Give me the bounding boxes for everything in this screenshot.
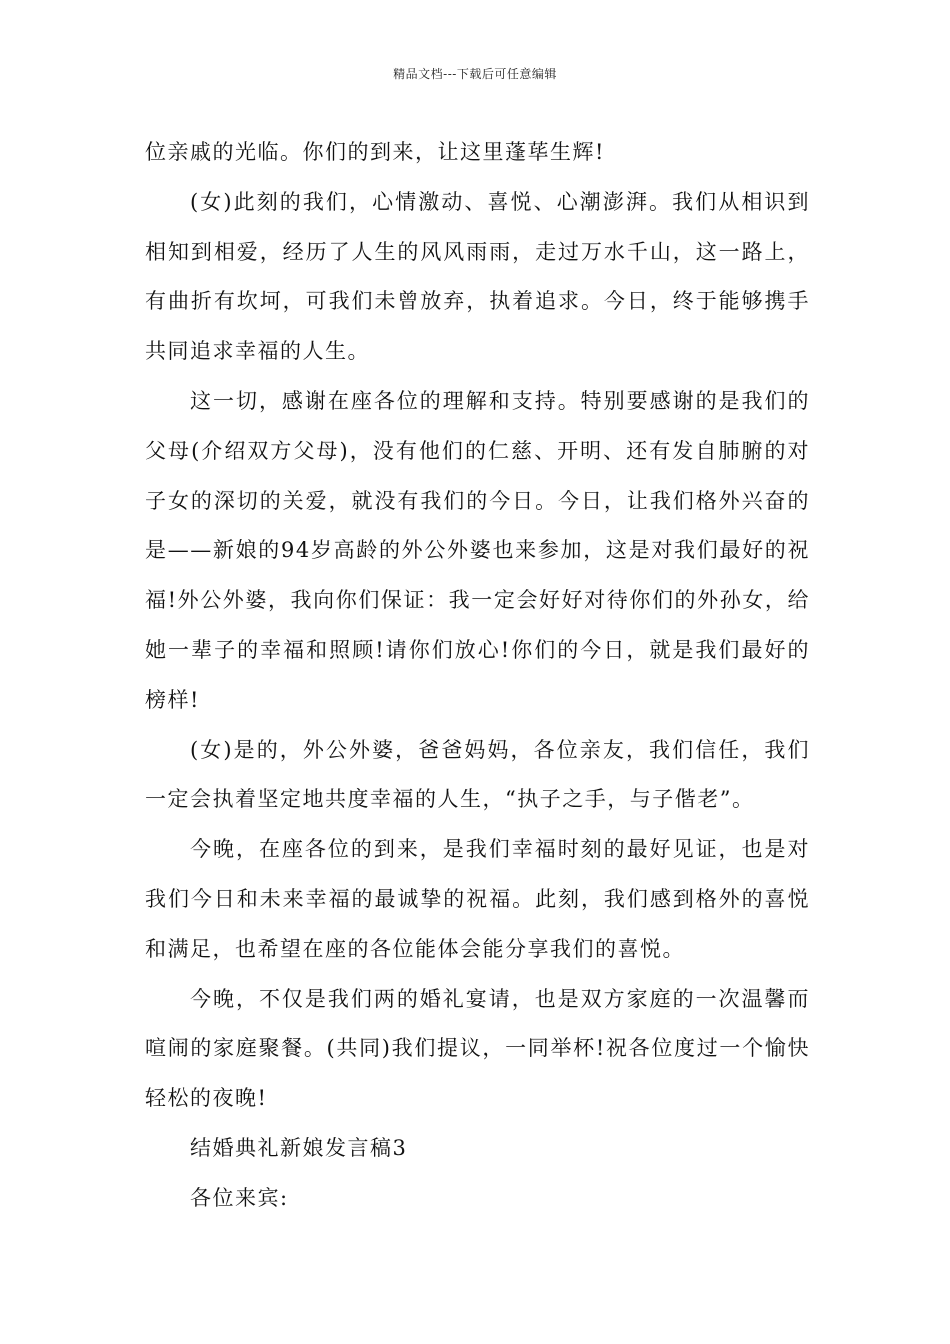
paragraph: 今晚，不仅是我们两的婚礼宴请，也是双方家庭的一次温馨而喧闹的家庭聚餐。(共同)我们提议，一同举杯!祝各位度过一个愉快轻松的夜晚! [145,986,810,1111]
salutation: 各位来宾: [190,1185,289,1210]
paragraph: 今晚，在座各位的到来，是我们幸福时刻的最好见证，也是对我们今日和未来幸福的最诚挚的祝福。此刻，我们感到格外的喜悦和满足，也希望在座的各位能体会能分享我们的喜悦。 [145,837,810,961]
paragraph-continuation: 位亲戚的光临。你们的到来，让这里蓬荜生辉! [145,140,605,164]
document-body [145,128,810,1224]
paragraph: (女)此刻的我们，心情激动、喜悦、心潮澎湃。我们从相识到相知到相爱，经历了人生的风风雨雨，走过万水千山，这一路上，有曲折有坎坷，可我们未曾放弃，执着追求。今日，终于能够携手共同追求幸福的人生。 [145,189,810,364]
paragraph: 这一切，感谢在座各位的理解和支持。特别要感谢的是我们的父母(介绍双方父母)，没有他们的仁慈、开明、还有发自肺腑的对子女的深切的关爱，就没有我们的今日。今日，让我们格外兴奋的是——新娘的94岁高龄的外公外婆也来参加，这是对我们最好的祝福!外公外婆，我向你们保证：我一定会好好对待你们的外孙女，给她一辈子的幸福和照顾!请你们放心!你们的今日，就是我们最好的榜样! [145,388,810,712]
paragraph: (女)是的，外公外婆，爸爸妈妈，各位亲友，我们信任，我们一定会执着坚定地共度幸福的人生，“执子之手，与子偕老”。 [145,737,810,812]
section-title: 结婚典礼新娘发言稿3 [190,1135,408,1160]
page-header: 精品文档---下载后可任意编辑 [393,67,557,81]
